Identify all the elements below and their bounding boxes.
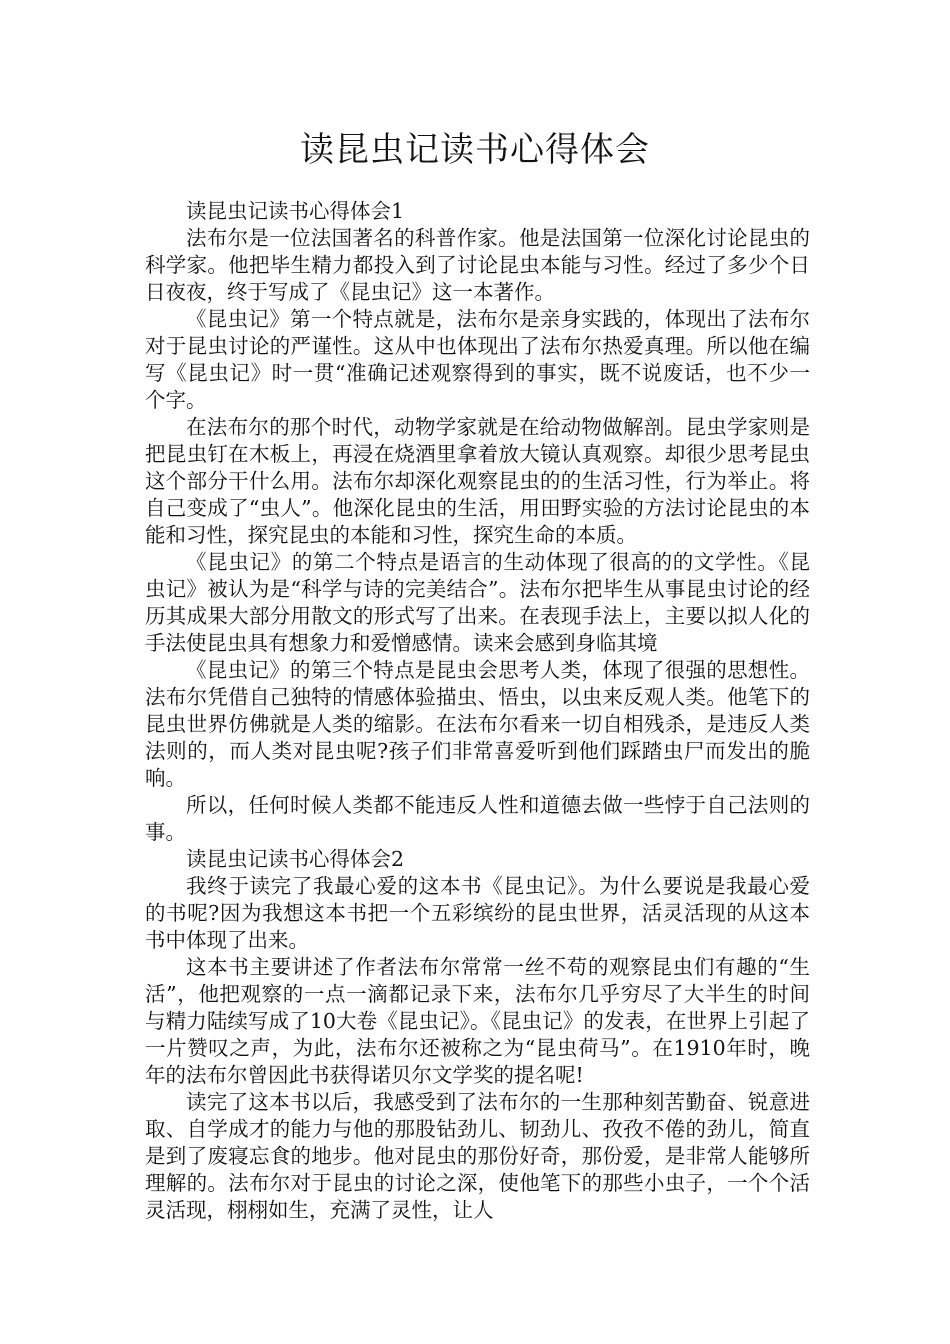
document-title: 读昆虫记读书心得体会: [300, 130, 650, 170]
paragraph: 读昆虫记读书心得体会2: [186, 847, 405, 871]
paragraph: 读完了这本书以后，我感受到了法布尔的一生那种刻苦勤奋、锐意进取、自学成才的能力与他的那股钻劲儿、韧劲儿、孜孜不倦的劲儿，简直是到了废寝忘食的地步。他对昆虫的那份好奇，那份爱，是非常人能够所理解的。法布尔对于昆虫的讨论之深，使他笔下的那些小虫子，一个个活灵活现，栩栩如生，充满了灵性，让人: [145, 1090, 810, 1222]
paragraph: 《昆虫记》的第二个特点是语言的生动体现了很高的的文学性。《昆虫记》被认为是“科学与诗的完美结合”。法布尔把毕生从事昆虫讨论的经历其成果大部分用散文的形式写了出来。在表现手法上，主要以拟人化的手法使昆虫具有想象力和爱憎感情。读来会感到身临其境: [145, 550, 810, 655]
paragraph: 法布尔是一位法国著名的科普作家。他是法国第一位深化讨论昆虫的科学家。他把毕生精力都投入到了讨论昆虫本能与习性。经过了多少个日日夜夜，终于写成了《昆虫记》这一本著作。: [145, 226, 810, 304]
paragraph: 这本书主要讲述了作者法布尔常常一丝不苟的观察昆虫们有趣的“生活”，他把观察的一点一滴都记录下来，法布尔几乎穷尽了大半生的时间与精力陆续写成了10大卷《昆虫记》。《昆虫记》的发表，在世界上引起了一片赞叹之声，为此，法布尔还被称之为“昆虫荷马”。在1910年时，晚年的法布尔曾因此书获得诺贝尔文学奖的提名呢!: [145, 955, 810, 1087]
paragraph: 《昆虫记》第一个特点就是，法布尔是亲身实践的，体现出了法布尔对于昆虫讨论的严谨性。这从中也体现出了法布尔热爱真理。所以他在编写《昆虫记》时一贯“准确记述观察得到的事实，既不说废话，也不少一个字。: [145, 307, 810, 412]
paragraph: 《昆虫记》的第三个特点是昆虫会思考人类，体现了很强的思想性。法布尔凭借自己独特的情感体验描虫、悟虫，以虫来反观人类。他笔下的昆虫世界仿佛就是人类的缩影。在法布尔看来一切自相残杀，是违反人类法则的，而人类对昆虫呢?孩子们非常喜爱听到他们踩踏虫尸而发出的脆响。: [145, 658, 810, 790]
paragraph: 读昆虫记读书心得体会1: [186, 199, 405, 223]
paragraph: 我终于读完了我最心爱的这本书《昆虫记》。为什么要说是我最心爱的书呢?因为我想这本书把一个五彩缤纷的昆虫世界，活灵活现的从这本书中体现了出来。: [145, 874, 810, 952]
paragraph: 在法布尔的那个时代，动物学家就是在给动物做解剖。昆虫学家则是把昆虫钉在木板上，再浸在烧酒里拿着放大镜认真观察。却很少思考昆虫这个部分干什么用。法布尔却深化观察昆虫的的生活习性，行为举止。将自己变成了“虫人”。他深化昆虫的生活，用田野实验的方法讨论昆虫的本能和习性，探究昆虫的本能和习性，探究生命的本质。: [145, 415, 810, 547]
paragraph: 所以，任何时候人类都不能违反人性和道德去做一些悖于自己法则的事。: [145, 793, 810, 844]
document-body: [145, 198, 810, 1224]
